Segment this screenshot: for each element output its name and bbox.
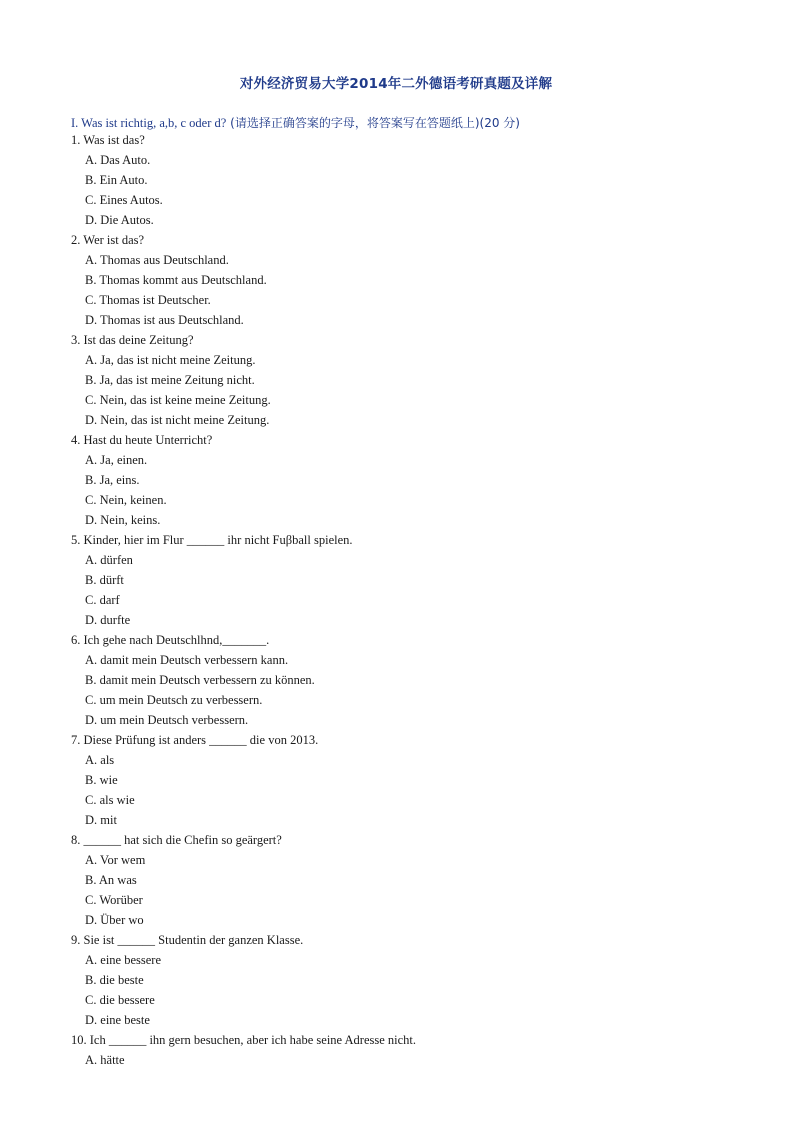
question-text: 10. Ich ______ ihn gern besuchen, aber ich habe seine Adresse nicht. (71, 1033, 417, 1047)
answer-option: A. hätte (85, 1053, 125, 1067)
question-text: 3. Ist das deine Zeitung? (71, 333, 194, 347)
answer-option: B. damit mein Deutsch verbessern zu können. (85, 673, 315, 687)
question-text: 2. Wer ist das? (71, 233, 145, 247)
answer-option: B. Ja, eins. (85, 473, 140, 487)
answer-option: C. Worüber (85, 893, 143, 907)
question-text: 5. Kinder, hier im Flur ______ ihr nicht Fuβball spielen. (71, 533, 353, 547)
answer-option: A. Vor wem (85, 853, 146, 867)
answer-option: B. wie (85, 773, 118, 787)
answer-option: D. Die Autos. (85, 213, 154, 227)
question-text: 1. Was ist das? (71, 133, 145, 147)
answer-option: C. um mein Deutsch zu verbessern. (85, 693, 263, 707)
answer-option: C. die bessere (85, 993, 155, 1007)
answer-option: D. Nein, das ist nicht meine Zeitung. (85, 413, 270, 427)
section-label: I. Was ist richtig, a,b, c oder d? (71, 116, 227, 130)
answer-option: B. Ja, das ist meine Zeitung nicht. (85, 373, 255, 387)
answer-option: B. Thomas kommt aus Deutschland. (85, 273, 267, 287)
answer-option: A. als (85, 753, 115, 767)
answer-option: A. Ja, einen. (85, 453, 148, 467)
answer-option: A. Ja, das ist nicht meine Zeitung. (85, 353, 256, 367)
answer-option: A. damit mein Deutsch verbessern kann. (85, 653, 289, 667)
answer-option: D. um mein Deutsch verbessern. (85, 713, 249, 727)
answer-option: C. Nein, das ist keine meine Zeitung. (85, 393, 271, 407)
answer-option: C. als wie (85, 793, 135, 807)
page-title: 对外经济贸易大学2014年二外德语考研真题及详解 (239, 76, 553, 92)
section-instruction: (请选择正确答案的字母，将答案写在答题纸上)(20 分) (226, 116, 520, 130)
answer-option: C. Nein, keinen. (85, 493, 167, 507)
answer-option: D. Thomas ist aus Deutschland. (85, 313, 244, 327)
answer-option: B. Ein Auto. (85, 173, 148, 187)
answer-option: B. dürft (85, 573, 124, 587)
question-text: 8. ______ hat sich die Chefin so geärgert? (71, 833, 282, 847)
question-text: 4. Hast du heute Unterricht? (71, 433, 213, 447)
answer-option: B. An was (85, 873, 137, 887)
answer-option: A. Thomas aus Deutschland. (85, 253, 229, 267)
answer-option: C. Eines Autos. (85, 193, 163, 207)
answer-option: A. eine bessere (85, 953, 162, 967)
answer-option: D. mit (85, 813, 117, 827)
answer-option: A. dürfen (85, 553, 133, 567)
question-text: 9. Sie ist ______ Studentin der ganzen Klasse. (71, 933, 304, 947)
answer-option: B. die beste (85, 973, 144, 987)
answer-option: A. Das Auto. (85, 153, 151, 167)
answer-option: C. Thomas ist Deutscher. (85, 293, 211, 307)
answer-option: C. darf (85, 593, 120, 607)
section-heading (71, 114, 520, 131)
answer-option: D. Über wo (85, 913, 144, 927)
answer-option: D. eine beste (85, 1013, 150, 1027)
question-list (71, 130, 751, 1070)
question-text: 6. Ich gehe nach Deutschlhnd,_______. (71, 633, 270, 647)
answer-option: D. Nein, keins. (85, 513, 161, 527)
question-text: 7. Diese Prüfung ist anders ______ die von 2013. (71, 733, 319, 747)
answer-option: D. durfte (85, 613, 131, 627)
